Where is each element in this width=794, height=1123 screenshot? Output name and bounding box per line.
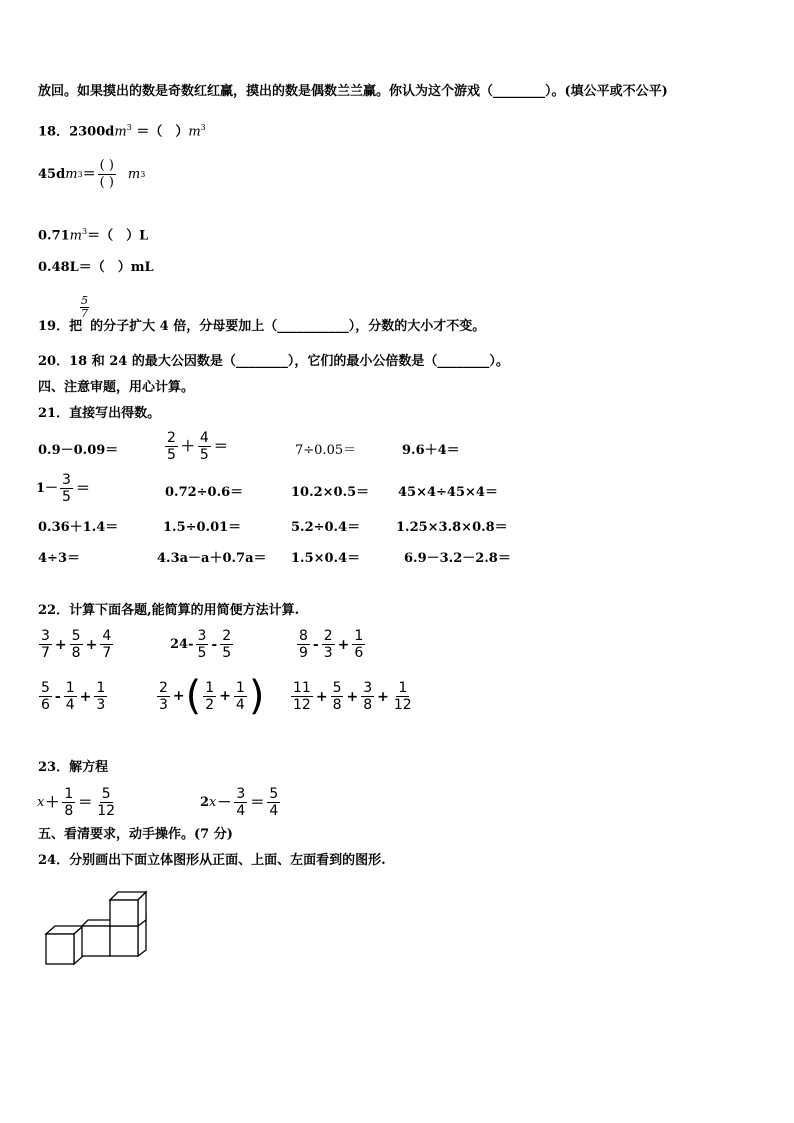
q22-expr-f: $\frac{11}{12}$ + $\frac{5}{8}$ + $\frac{3}{8}$ + $\frac{1}{12}$	[293, 680, 412, 713]
fraction: $\frac{3}{5}$	[62, 472, 71, 505]
fraction: $\frac{2}{5}$	[167, 430, 176, 463]
q23-title: 23．解方程	[38, 760, 109, 775]
cube-figure	[40, 888, 152, 970]
cube-left-front	[46, 934, 74, 964]
cube-sup: 3	[77, 169, 83, 179]
q23-eq2: 2 x － $\frac{3}{4}$ ＝ $\frac{5}{4}$	[200, 786, 279, 819]
q21-r4c1: 4÷3＝	[38, 551, 80, 566]
q22-expr-e: $\frac{2}{3}$ + ( $\frac{1}{2}$ + $\frac{1}{4}$ )	[159, 673, 265, 719]
q19-after: 的分子扩大 4 倍，分母要加上（___________），分数的大小才不变。	[90, 319, 486, 334]
cube-sup: 3	[140, 169, 146, 179]
q18-line2-prefix: 45d	[38, 166, 66, 182]
blank-denominator: ( )	[99, 175, 114, 190]
q18-line2-eq: ＝	[82, 166, 96, 182]
blank-numerator: ( )	[99, 158, 114, 173]
q19-text	[38, 319, 485, 335]
q21-r2c4: 45×4÷45×4＝	[398, 485, 498, 500]
unit-m: m	[188, 124, 201, 140]
q22-title: 22．计算下面各题,能简算的用简便方法计算.	[38, 603, 300, 618]
q21-r2c2: 0.72÷0.6＝	[165, 485, 244, 500]
q21-r1c2: $\frac{2}{5}$ ＋ $\frac{4}{5}$ ＝	[167, 430, 228, 463]
q23-eq1: x ＋ $\frac{1}{8}$ ＝ $\frac{5}{12}$	[37, 786, 116, 819]
unit-m: m	[65, 166, 78, 182]
q19-frac-den: 7	[81, 307, 88, 320]
q18-line3-prefix: 0.71	[38, 228, 70, 244]
q21-r3c4: 1.25×3.8×0.8＝	[396, 520, 508, 535]
q19-before: 19．把	[38, 319, 83, 334]
q21-r1c4: 9.6＋4＝	[402, 443, 460, 458]
q18-line4: 0.48L＝（ ）mL	[38, 260, 154, 275]
cube-sup: 3	[82, 227, 88, 236]
q18-line1-prefix: 18．2300d	[38, 124, 115, 140]
q18-line1	[38, 120, 206, 140]
unit-m: m	[127, 166, 141, 182]
q22-expr-c: $\frac{8}{9}$ - $\frac{2}{3}$ + $\frac{1}{6}$	[299, 628, 364, 661]
q21-r1c1: 0.9－0.09＝	[38, 443, 119, 458]
q18-line1-mid: ＝（ ）	[136, 124, 189, 140]
q21-title: 21．直接写出得数。	[38, 406, 161, 421]
q21-r4c4: 6.9－3.2－2.8＝	[404, 551, 511, 566]
q21-r4c2: 4.3a－a＋0.7a＝	[157, 551, 267, 566]
q22-expr-b: 24- $\frac{3}{5}$ - $\frac{2}{5}$	[170, 628, 232, 661]
q21-r1c3: 7÷0.05＝	[295, 443, 357, 458]
q21-r3c2: 1.5÷0.01＝	[163, 520, 242, 535]
section5-heading: 五、看清要求，动手操作。(7 分)	[38, 827, 233, 842]
q18-line3-suffix: ＝（ ）L	[87, 228, 149, 244]
unit-m: m	[114, 124, 127, 140]
q24-title: 24．分别画出下面立体图形从正面、上面、左面看到的图形.	[38, 853, 386, 868]
blank-fraction	[98, 158, 116, 191]
q18-line3	[38, 224, 148, 244]
cube-sup: 3	[126, 123, 132, 132]
q17-tail-text: 放回。如果摸出的数是奇数红红赢，摸出的数是偶数兰兰赢。你认为这个游戏（________）。(填公平或不公平)	[38, 84, 668, 99]
q22-expr-a: $\frac{3}{7}$ + $\frac{5}{8}$ + $\frac{4}{7}$	[41, 628, 112, 661]
q20-text: 20．18 和 24 的最大公因数是（________），它们的最小公倍数是（________）。	[38, 354, 509, 369]
q21-r2c1: 1－ $\frac{3}{5}$ ＝	[36, 472, 90, 505]
cube-top-front	[110, 900, 138, 926]
q21-r3c1: 0.36＋1.4＝	[38, 520, 119, 535]
unit-m: m	[69, 228, 82, 244]
q19-frac-num: 5	[81, 294, 88, 307]
section4-heading: 四、注意审题，用心计算。	[38, 380, 195, 395]
q21-r4c3: 1.5×0.4＝	[291, 551, 361, 566]
fraction: $\frac{4}{5}$	[199, 430, 209, 463]
cube-mid-front	[82, 926, 110, 956]
q22-expr-d: $\frac{5}{6}$ - $\frac{1}{4}$ + $\frac{1}{3}$	[41, 680, 106, 713]
q18-line2	[38, 158, 145, 191]
cube-sup: 3	[200, 123, 206, 132]
q21-r2c3: 10.2×0.5＝	[291, 485, 370, 500]
cube-right-front	[110, 926, 138, 956]
q21-r3c3: 5.2÷0.4＝	[291, 520, 361, 535]
